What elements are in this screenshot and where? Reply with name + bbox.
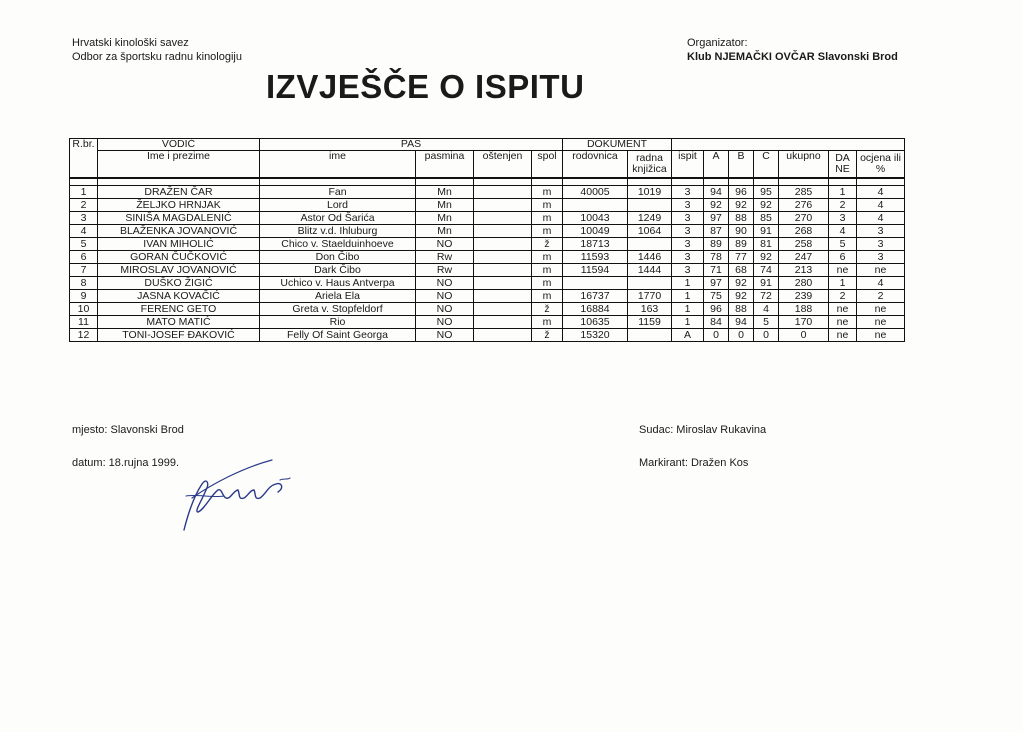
cell-rbr: 8 — [70, 277, 98, 290]
cell-ocjena: 4 — [857, 199, 905, 212]
header-dokument: DOKUMENT — [563, 139, 672, 151]
table-row — [70, 264, 905, 277]
cell-rodovnica: 10635 — [563, 316, 628, 329]
cell-ime: Lord — [260, 199, 416, 212]
table-row — [70, 329, 905, 342]
cell-rbr: 4 — [70, 225, 98, 238]
table-row — [70, 199, 905, 212]
header-rodovnica: rodovnica — [563, 151, 628, 179]
cell-b: 77 — [729, 251, 754, 264]
cell-ispit: 1 — [672, 290, 704, 303]
cell-radna: 1019 — [628, 186, 672, 199]
cell-c: 92 — [754, 251, 779, 264]
header-blank — [672, 139, 905, 151]
cell-ukupno: 270 — [779, 212, 829, 225]
cell-dane: 4 — [829, 225, 857, 238]
cell-dane: ne — [829, 316, 857, 329]
cell-spol: m — [532, 225, 563, 238]
cell-spol: m — [532, 251, 563, 264]
table-row — [70, 251, 905, 264]
header-spol: spol — [532, 151, 563, 179]
cell-b: 96 — [729, 186, 754, 199]
cell-ukupno: 239 — [779, 290, 829, 303]
header-ime: ime — [260, 151, 416, 179]
cell-vodic: GORAN ČUČKOVIĆ — [98, 251, 260, 264]
cell-pasmina: Mn — [416, 225, 474, 238]
cell-c: 0 — [754, 329, 779, 342]
cell-ispit: 3 — [672, 225, 704, 238]
federation-header — [72, 36, 242, 64]
cell-ime: Ariela Ela — [260, 290, 416, 303]
cell-c: 91 — [754, 225, 779, 238]
cell-ocjena: 3 — [857, 238, 905, 251]
organizer-label: Organizator: — [687, 37, 748, 49]
cell-a: 94 — [704, 186, 729, 199]
cell-ispit: 3 — [672, 238, 704, 251]
cell-rbr: 6 — [70, 251, 98, 264]
cell-ispit: A — [672, 329, 704, 342]
cell-radna: 1249 — [628, 212, 672, 225]
cell-ime: Greta v. Stopfeldorf — [260, 303, 416, 316]
cell-vodic: ŽELJKO HRNJAK — [98, 199, 260, 212]
header-a: A — [704, 151, 729, 179]
header-da-ne: DA NE — [829, 151, 857, 179]
table-row — [70, 303, 905, 316]
cell-ispit: 3 — [672, 212, 704, 225]
cell-ostenjen — [474, 277, 532, 290]
cell-radna: 1444 — [628, 264, 672, 277]
cell-b: 90 — [729, 225, 754, 238]
cell-rbr: 3 — [70, 212, 98, 225]
marker-name: Markirant: Dražen Kos — [639, 457, 749, 469]
cell-a: 89 — [704, 238, 729, 251]
cell-ostenjen — [474, 251, 532, 264]
header-ispit: ispit — [672, 151, 704, 179]
cell-rodovnica: 18713 — [563, 238, 628, 251]
cell-vodic: BLAŽENKA JOVANOVIĆ — [98, 225, 260, 238]
cell-ispit: 1 — [672, 277, 704, 290]
cell-ostenjen — [474, 264, 532, 277]
cell-radna: 1446 — [628, 251, 672, 264]
cell-ostenjen — [474, 238, 532, 251]
cell-ocjena: 4 — [857, 212, 905, 225]
cell-radna — [628, 238, 672, 251]
cell-c: 81 — [754, 238, 779, 251]
header-b: B — [729, 151, 754, 179]
cell-b: 88 — [729, 212, 754, 225]
table-row — [70, 238, 905, 251]
cell-rbr: 1 — [70, 186, 98, 199]
cell-ukupno: 258 — [779, 238, 829, 251]
table-row — [70, 186, 905, 199]
cell-spol: m — [532, 277, 563, 290]
cell-ocjena: 4 — [857, 186, 905, 199]
cell-ime: Dark Čibo — [260, 264, 416, 277]
spacer-row — [70, 178, 905, 186]
cell-spol: m — [532, 264, 563, 277]
cell-spol: m — [532, 212, 563, 225]
cell-ocjena: 3 — [857, 225, 905, 238]
cell-ostenjen — [474, 290, 532, 303]
cell-a: 97 — [704, 212, 729, 225]
cell-rodovnica: 11593 — [563, 251, 628, 264]
header-pas: PAS — [260, 139, 563, 151]
cell-spol: ž — [532, 238, 563, 251]
cell-radna: 163 — [628, 303, 672, 316]
cell-c: 95 — [754, 186, 779, 199]
cell-dane: 1 — [829, 277, 857, 290]
cell-b: 88 — [729, 303, 754, 316]
document-title: IZVJEŠČE O ISPITU — [266, 68, 585, 105]
cell-ukupno: 0 — [779, 329, 829, 342]
cell-pasmina: Mn — [416, 199, 474, 212]
cell-vodic: DRAŽEN ČAR — [98, 186, 260, 199]
cell-vodic: IVAN MIHOLIĆ — [98, 238, 260, 251]
cell-ispit: 3 — [672, 264, 704, 277]
cell-radna: 1770 — [628, 290, 672, 303]
cell-ukupno: 280 — [779, 277, 829, 290]
cell-rbr: 11 — [70, 316, 98, 329]
cell-ostenjen — [474, 212, 532, 225]
cell-a: 92 — [704, 199, 729, 212]
cell-radna — [628, 329, 672, 342]
cell-ukupno: 276 — [779, 199, 829, 212]
cell-rbr: 12 — [70, 329, 98, 342]
cell-rodovnica — [563, 277, 628, 290]
cell-rodovnica: 10043 — [563, 212, 628, 225]
header-c: C — [754, 151, 779, 179]
cell-rbr: 10 — [70, 303, 98, 316]
cell-c: 5 — [754, 316, 779, 329]
judge-name: Sudac: Miroslav Rukavina — [639, 424, 767, 436]
header-ocjena: ocjena ili % — [857, 151, 905, 179]
exam-date: datum: 18.rujna 1999. — [72, 457, 180, 469]
cell-pasmina: NO — [416, 277, 474, 290]
table-row — [70, 290, 905, 303]
cell-ime: Felly Of Saint Georga — [260, 329, 416, 342]
cell-rodovnica: 16737 — [563, 290, 628, 303]
cell-pasmina: Rw — [416, 251, 474, 264]
table-row — [70, 277, 905, 290]
cell-ukupno: 188 — [779, 303, 829, 316]
cell-vodic: TONI-JOSEF ĐAKOVIĆ — [98, 329, 260, 342]
cell-vodic: MIROSLAV JOVANOVIĆ — [98, 264, 260, 277]
cell-ukupno: 170 — [779, 316, 829, 329]
cell-ukupno: 213 — [779, 264, 829, 277]
results-body — [70, 178, 905, 342]
cell-c: 4 — [754, 303, 779, 316]
cell-ocjena: 4 — [857, 277, 905, 290]
cell-dane: ne — [829, 303, 857, 316]
cell-b: 92 — [729, 290, 754, 303]
cell-ukupno: 285 — [779, 186, 829, 199]
cell-a: 75 — [704, 290, 729, 303]
cell-ispit: 3 — [672, 186, 704, 199]
cell-radna — [628, 199, 672, 212]
cell-pasmina: NO — [416, 290, 474, 303]
cell-ostenjen — [474, 316, 532, 329]
cell-pasmina: NO — [416, 329, 474, 342]
cell-dane: 2 — [829, 290, 857, 303]
cell-b: 94 — [729, 316, 754, 329]
cell-pasmina: Mn — [416, 186, 474, 199]
cell-b: 92 — [729, 277, 754, 290]
cell-ime: Chico v. Staelduinhoeve — [260, 238, 416, 251]
header-rbr: R.br. — [70, 139, 98, 179]
cell-spol: m — [532, 186, 563, 199]
organizer-name: Klub NJEMAČKI OVČAR Slavonski Brod — [687, 51, 898, 63]
cell-dane: 5 — [829, 238, 857, 251]
cell-radna — [628, 277, 672, 290]
cell-vodic: FERENC GETO — [98, 303, 260, 316]
cell-a: 97 — [704, 277, 729, 290]
cell-a: 87 — [704, 225, 729, 238]
cell-dane: ne — [829, 329, 857, 342]
cell-ime: Uchico v. Haus Antverpa — [260, 277, 416, 290]
cell-rodovnica: 40005 — [563, 186, 628, 199]
header-vodic: VODIČ — [98, 139, 260, 151]
cell-ime: Don Čibo — [260, 251, 416, 264]
cell-ukupno: 268 — [779, 225, 829, 238]
cell-pasmina: Rw — [416, 264, 474, 277]
cell-rodovnica: 15320 — [563, 329, 628, 342]
cell-pasmina: Mn — [416, 212, 474, 225]
cell-ispit: 1 — [672, 303, 704, 316]
cell-spol: m — [532, 290, 563, 303]
cell-c: 85 — [754, 212, 779, 225]
cell-c: 92 — [754, 199, 779, 212]
cell-a: 71 — [704, 264, 729, 277]
cell-c: 91 — [754, 277, 779, 290]
cell-dane: 2 — [829, 199, 857, 212]
cell-vodic: SINIŠA MAGDALENIĆ — [98, 212, 260, 225]
organizer-header — [687, 36, 898, 64]
cell-ispit: 3 — [672, 251, 704, 264]
cell-b: 92 — [729, 199, 754, 212]
header-pasmina: pasmina — [416, 151, 474, 179]
cell-vodic: MATO MATIĆ — [98, 316, 260, 329]
cell-rodovnica: 16884 — [563, 303, 628, 316]
cell-pasmina: NO — [416, 303, 474, 316]
cell-ocjena: ne — [857, 316, 905, 329]
header-ukupno: ukupno — [779, 151, 829, 179]
cell-rodovnica: 11594 — [563, 264, 628, 277]
cell-b: 68 — [729, 264, 754, 277]
cell-rbr: 5 — [70, 238, 98, 251]
cell-dane: 3 — [829, 212, 857, 225]
cell-rbr: 2 — [70, 199, 98, 212]
exam-results-table — [69, 138, 905, 342]
cell-ime: Blitz v.d. Ihluburg — [260, 225, 416, 238]
federation-name: Hrvatski kinološki savez — [72, 37, 189, 49]
cell-radna: 1159 — [628, 316, 672, 329]
cell-spol: m — [532, 199, 563, 212]
cell-ukupno: 247 — [779, 251, 829, 264]
cell-rodovnica — [563, 199, 628, 212]
cell-b: 89 — [729, 238, 754, 251]
table-row — [70, 316, 905, 329]
cell-ime: Rio — [260, 316, 416, 329]
handwritten-signature — [172, 454, 307, 534]
cell-ocjena: 3 — [857, 251, 905, 264]
cell-a: 0 — [704, 329, 729, 342]
cell-pasmina: NO — [416, 316, 474, 329]
cell-ostenjen — [474, 225, 532, 238]
cell-pasmina: NO — [416, 238, 474, 251]
cell-ispit: 3 — [672, 199, 704, 212]
cell-b: 0 — [729, 329, 754, 342]
header-ime-prezime: Ime i prezime — [98, 151, 260, 179]
cell-spol: m — [532, 316, 563, 329]
header-ostenjen: oštenjen — [474, 151, 532, 179]
cell-ime: Fan — [260, 186, 416, 199]
cell-spol: ž — [532, 329, 563, 342]
cell-ocjena: ne — [857, 303, 905, 316]
cell-ispit: 1 — [672, 316, 704, 329]
cell-vodic: DUŠKO ŽIGIĆ — [98, 277, 260, 290]
cell-ostenjen — [474, 329, 532, 342]
cell-dane: 1 — [829, 186, 857, 199]
cell-spol: ž — [532, 303, 563, 316]
cell-dane: ne — [829, 264, 857, 277]
committee-name: Odbor za športsku radnu kinologiju — [72, 51, 242, 63]
cell-ocjena: ne — [857, 329, 905, 342]
cell-ime: Astor Od Šarića — [260, 212, 416, 225]
cell-a: 84 — [704, 316, 729, 329]
cell-rbr: 7 — [70, 264, 98, 277]
cell-c: 74 — [754, 264, 779, 277]
table-row — [70, 212, 905, 225]
cell-ocjena: 2 — [857, 290, 905, 303]
table-row — [70, 225, 905, 238]
cell-ostenjen — [474, 303, 532, 316]
cell-radna: 1064 — [628, 225, 672, 238]
cell-ocjena: ne — [857, 264, 905, 277]
cell-dane: 6 — [829, 251, 857, 264]
exam-place: mjesto: Slavonski Brod — [72, 424, 184, 436]
header-radna-knjizica: radna knjižica — [628, 151, 672, 179]
cell-a: 96 — [704, 303, 729, 316]
cell-rbr: 9 — [70, 290, 98, 303]
cell-ostenjen — [474, 199, 532, 212]
cell-c: 72 — [754, 290, 779, 303]
cell-a: 78 — [704, 251, 729, 264]
cell-ostenjen — [474, 186, 532, 199]
cell-vodic: JASNA KOVAČIĆ — [98, 290, 260, 303]
cell-rodovnica: 10049 — [563, 225, 628, 238]
